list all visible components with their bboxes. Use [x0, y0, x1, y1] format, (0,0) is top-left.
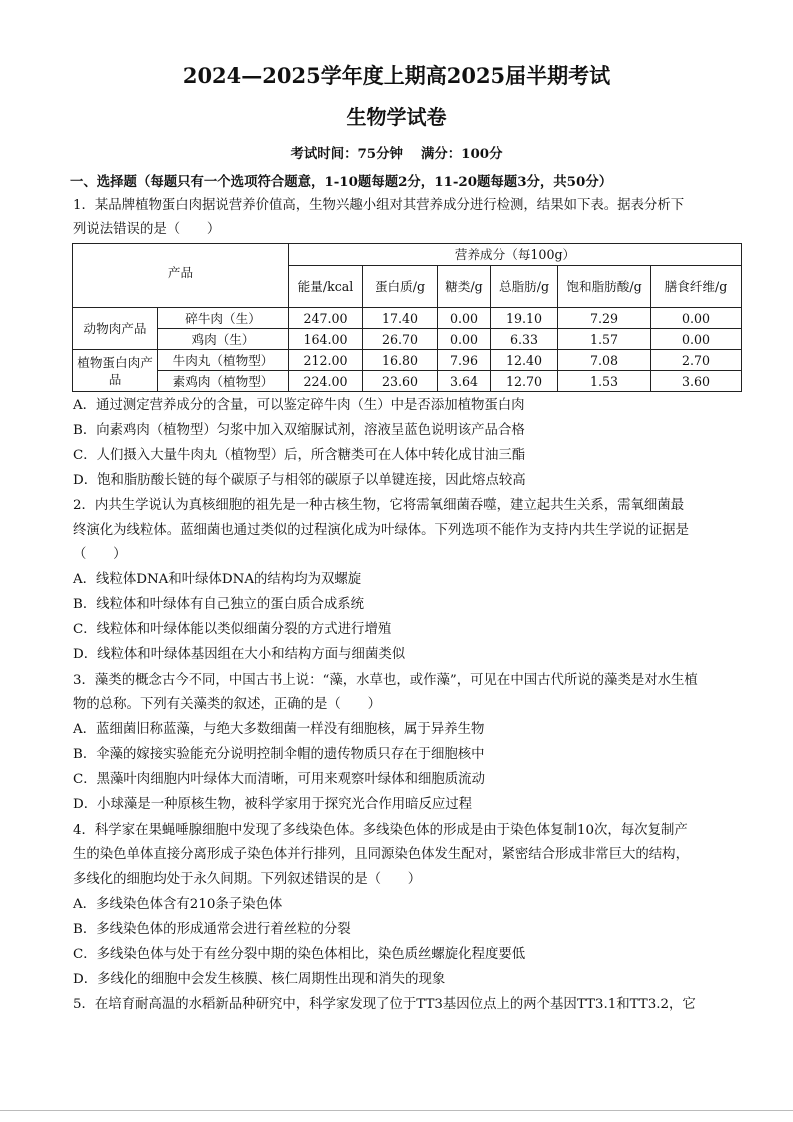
column-header: 总脂肪/g	[491, 266, 558, 308]
subject-text: 生物学试卷	[346, 105, 447, 129]
question-4-stem: 多线化的细胞均处于永久间期。下列叙述错误的是（ ）	[73, 872, 422, 887]
column-header: 蛋白质/g	[363, 266, 438, 308]
cell: 7.96	[438, 350, 491, 371]
cell: 7.29	[558, 308, 651, 329]
cell: 0.00	[438, 308, 491, 329]
column-header: 饱和脂肪酸/g	[558, 266, 651, 308]
option-d: D．饱和脂肪酸长链的每个碳原子与相邻的碳原子以单键连接，因此熔点较高	[73, 473, 526, 488]
cell: 17.40	[363, 308, 438, 329]
subject-title	[0, 104, 793, 130]
option-b: B．伞藻的嫁接实验能充分说明控制伞帽的遗传物质只存在于细胞核中	[73, 747, 485, 762]
question-4-stem: 生的染色单体直接分离形成子染色体并行排列，且同源染色体发生配对，紧密结合形成非常巨大的结构，	[73, 847, 689, 862]
cell: 0.00	[438, 329, 491, 350]
nutrition-table	[72, 243, 742, 392]
option-b: B．线粒体和叶绿体有自己独立的蛋白质合成系统	[73, 597, 365, 612]
cell: 1.53	[558, 371, 651, 392]
option-c: C．人们摄入大量牛肉丸（植物型）后，所含糖类可在人体中转化成甘油三酯	[73, 448, 526, 463]
question-1-stem: 列说法错误的是（ ）	[73, 222, 221, 237]
group-label: 动物肉产品	[73, 308, 158, 350]
column-header: 糖类/g	[438, 266, 491, 308]
row-name: 碎牛肉（生）	[158, 308, 289, 329]
cell: 7.08	[558, 350, 651, 371]
cell: 164.00	[289, 329, 363, 350]
option-a: A．多线染色体含有210条子染色体	[73, 897, 283, 912]
nutrition-group-header: 营养成分（每100g）	[289, 244, 742, 266]
question-2-stem: 终演化为线粒体。蓝细菌也通过类似的过程演化成为叶绿体。下列选项不能作为支持内共生学说的证据是	[73, 523, 689, 538]
cell: 6.33	[491, 329, 558, 350]
cell: 0.00	[651, 308, 742, 329]
cell: 12.40	[491, 350, 558, 371]
cell: 3.64	[438, 371, 491, 392]
option-d: D．小球藻是一种原核生物，被科学家用于探究光合作用暗反应过程	[73, 797, 473, 812]
option-a: A．蓝细菌旧称蓝藻，与绝大多数细菌一样没有细胞核，属于异养生物	[73, 722, 485, 737]
column-header: 能量/kcal	[289, 266, 363, 308]
option-a: A．通过测定营养成分的含量，可以鉴定碎牛肉（生）中是否添加植物蛋白肉	[73, 398, 525, 413]
cell: 2.70	[651, 350, 742, 371]
question-3-stem: 物的总称。下列有关藻类的叙述，正确的是（ ）	[73, 697, 381, 712]
question-5-stem: 5．在培育耐高温的水稻新品种研究中，科学家发现了位于TT3基因位点上的两个基因TT3.1和TT3.2，它	[73, 997, 696, 1012]
option-c: C．多线染色体与处于有丝分裂中期的染色体相比，染色质丝螺旋化程度要低	[73, 947, 526, 962]
cell: 212.00	[289, 350, 363, 371]
option-c: C．线粒体和叶绿体能以类似细菌分裂的方式进行增殖	[73, 622, 392, 637]
row-name: 牛肉丸（植物型）	[158, 350, 289, 371]
cell: 19.10	[491, 308, 558, 329]
question-2-stem: （ ）	[73, 547, 127, 562]
option-a: A．线粒体DNA和叶绿体DNA的结构均为双螺旋	[73, 572, 362, 587]
cell: 224.00	[289, 371, 363, 392]
question-3-stem: 3．藻类的概念古今不同，中国古书上说：“藻，水草也，或作藻”，可见在中国古代所说的藻类是对水生植	[73, 673, 698, 688]
option-b: B．多线染色体的形成通常会进行着丝粒的分裂	[73, 922, 351, 937]
section-heading: 一、选择题（每题只有一个选项符合题意，1-10题每题2分，11-20题每题3分，共50分）	[70, 174, 613, 190]
cell: 0.00	[651, 329, 742, 350]
question-2-stem: 2．内共生学说认为真核细胞的祖先是一种古核生物，它将需氧细菌吞噬，建立起共生关系，需氧细菌最	[73, 498, 685, 513]
product-header: 产品	[73, 244, 289, 308]
option-d: D．多线化的细胞中会发生核膜、核仁周期性出现和消失的现象	[73, 972, 446, 987]
row-name: 素鸡肉（植物型）	[158, 371, 289, 392]
option-d: D．线粒体和叶绿体基因组在大小和结构方面与细菌类似	[73, 647, 406, 662]
column-header: 膳食纤维/g	[651, 266, 742, 308]
question-1-stem: 1．某品牌植物蛋白肉据说营养价值高，生物兴趣小组对其营养成分进行检测，结果如下表。据表分析下	[73, 198, 685, 213]
exam-title: 2024—2025学年度上期高2025届半期考试	[182, 63, 611, 88]
option-b: B．向素鸡肉（植物型）匀浆中加入双缩脲试剂，溶液呈蓝色说明该产品合格	[73, 423, 525, 438]
row-name: 鸡肉（生）	[158, 329, 289, 350]
page-bottom-divider	[0, 1110, 793, 1111]
cell: 12.70	[491, 371, 558, 392]
cell: 16.80	[363, 350, 438, 371]
cell: 3.60	[651, 371, 742, 392]
exam-info: 考试时间：75分钟 满分：100分	[290, 146, 503, 162]
cell: 26.70	[363, 329, 438, 350]
option-c: C．黑藻叶肉细胞内叶绿体大而清晰，可用来观察叶绿体和细胞质流动	[73, 772, 485, 787]
group-label: 植物蛋白肉产品	[73, 350, 158, 392]
cell: 23.60	[363, 371, 438, 392]
cell: 247.00	[289, 308, 363, 329]
question-4-stem: 4．科学家在果蝇唾腺细胞中发现了多线染色体。多线染色体的形成是由于染色体复制10次，每次复制产	[73, 823, 688, 838]
cell: 1.57	[558, 329, 651, 350]
